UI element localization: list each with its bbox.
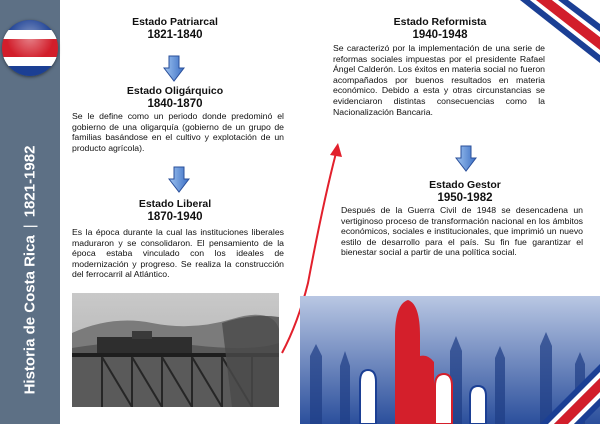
oligarquico-text: Se le define como un periodo donde predominó el gobierno de una oligarquía (gobierno de un grupo de familias basándose en el cultivo y explotación de un producto agrícola). — [72, 111, 284, 153]
costa-rica-flag-icon — [2, 20, 58, 76]
sidebar-years: 1821-1982 — [21, 145, 39, 218]
sidebar-vertical-title — [22, 146, 39, 395]
liberal-title: Estado Liberal — [138, 198, 212, 210]
flag-ribbon-corner-icon — [500, 0, 600, 70]
oligarquico-heading — [100, 85, 250, 111]
flag-ribbon-bottom-icon — [540, 364, 600, 424]
gestor-text: Después de la Guerra Civil de 1948 se desencadena un vertiginoso proceso de transformación nacional en los ámbitos económicos, sociales e institucionales, que imprimió un nuevo estilo de desarrollo para el país. Su fin fue garantizar el bienestar social a partir de una política social. — [341, 205, 583, 258]
reformista-text: Se caracterizó por la implementación de una serie de reformas sociales impuestas por el presidente Rafael Ángel Calderón. Los éxitos en materia social no fueron acompañados por buenos resultados en materia económico. Debido a esta y otras circunstancias se evidenciaron distintas consecuencias como la Nacionalización Bancaria. — [333, 43, 545, 117]
arrow-down-icon — [163, 55, 185, 82]
oligarquico-title: Estado Oligárquico — [126, 85, 224, 97]
sidebar — [0, 0, 60, 424]
patriarcal-title: Estado Patriarcal — [132, 16, 218, 28]
title-separator: | — [21, 224, 39, 229]
reformista-heading — [365, 16, 515, 42]
patriarcal-years: 1821-1840 — [147, 29, 203, 41]
arrow-down-icon — [455, 145, 477, 172]
reformista-years: 1940-1948 — [412, 29, 468, 41]
oligarquico-years: 1840-1870 — [147, 98, 203, 110]
liberal-years: 1870-1940 — [147, 211, 203, 223]
patriarcal-heading — [100, 16, 250, 42]
gestor-years: 1950-1982 — [437, 192, 493, 204]
liberal-text: Es la época durante la cual las instituciones liberales maduraron y se consolidaron. El pensamiento de la época estaba vinculado con los ideales de modernización y progreso. Se realiza la construcción del ferrocarril al Atlántico. — [72, 227, 284, 280]
railway-bridge-photo — [72, 293, 279, 407]
gestor-heading — [390, 179, 540, 205]
liberal-heading — [100, 198, 250, 224]
sidebar-title: Historia de Costa Rica — [21, 235, 39, 395]
gestor-title: Estado Gestor — [429, 179, 501, 191]
reformista-title: Estado Reformista — [393, 16, 487, 28]
arrow-down-icon — [168, 166, 190, 193]
